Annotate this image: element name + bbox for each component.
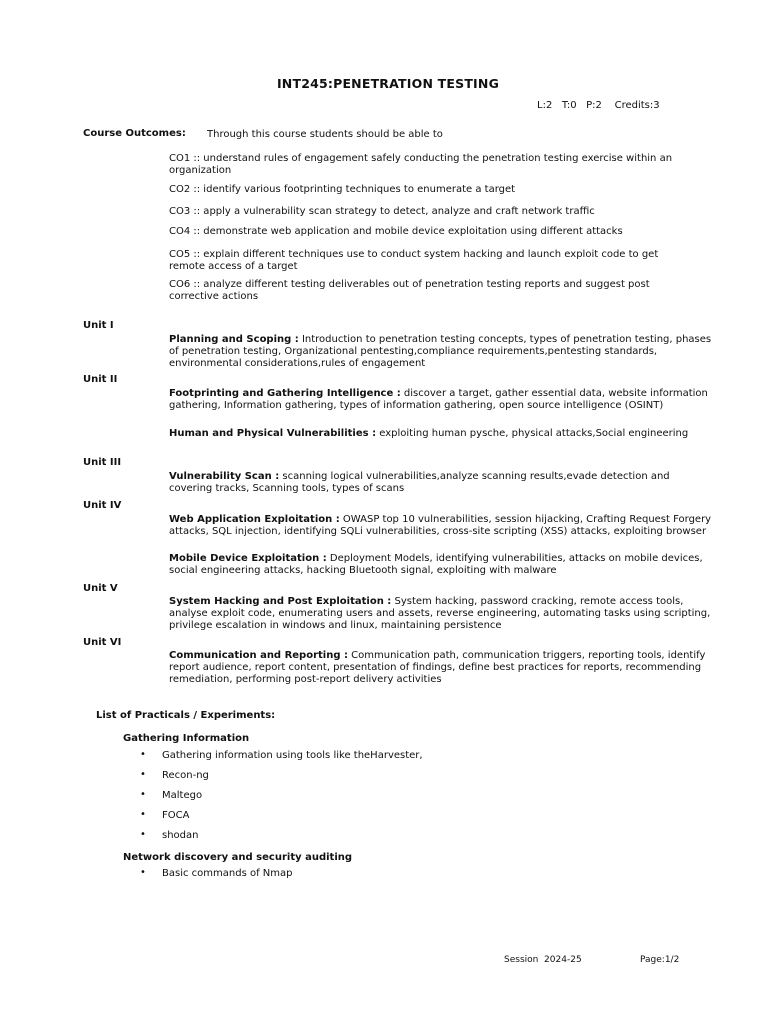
practical-item: Maltego — [162, 790, 203, 801]
practicals-title: List of Practicals / Experiments: — [96, 710, 276, 721]
practical-item: shodan — [162, 830, 199, 841]
bullet-icon: • — [140, 749, 146, 760]
topic-heading: Footprinting and Gathering Intelligence : — [169, 388, 401, 399]
bullet-icon: • — [140, 829, 146, 840]
course-outcome-co5: CO5 :: explain different techniques use to conduct system hacking and launch exploit code to get remote access of a target — [169, 249, 659, 272]
topic-text: Introduction to penetration testing concepts, types of penetration testing, phases of penetration testing, Organizational pentesting,compliance requirements,pentesting standards, environmental considerations,rules of engagement — [169, 334, 712, 369]
unit-label: Unit II — [83, 374, 118, 385]
course-outcome-co2: CO2 :: identify various footprinting techniques to enumerate a target — [169, 184, 516, 195]
topic-heading: Communication and Reporting : — [169, 650, 348, 661]
unit-label: Unit I — [83, 320, 114, 331]
practical-item: FOCA — [162, 810, 190, 821]
topic-text: discover a target, gather essential data, website information gathering, Information gathering, types of information gathering, open source intelligence (OSINT) — [169, 388, 708, 411]
credits-line: L:2 T:0 P:2 Credits:3 — [537, 100, 660, 111]
topic-heading: Web Application Exploitation : — [169, 514, 340, 525]
practical-item: Recon-ng — [162, 770, 209, 781]
bullet-icon: • — [140, 789, 146, 800]
unit-topic — [169, 471, 714, 495]
topic-heading: Human and Physical Vulnerabilities : — [169, 428, 377, 439]
unit-label: Unit III — [83, 457, 122, 468]
unit-topic — [169, 428, 714, 440]
topic-text: Deployment Models, identifying vulnerabilities, attacks on mobile devices, social engineering attacks, hacking Bluetooth signal, exploiting with malware — [169, 553, 703, 576]
topic-text: OWASP top 10 vulnerabilities, session hijacking, Crafting Request Forgery attacks, SQL injection, identifying SQLi vulnerabilities, cross-site scripting (XSS) attacks, exploiting browser — [169, 514, 712, 537]
unit-topic — [169, 334, 714, 370]
course-outcome-co1: CO1 :: understand rules of engagement safely conducting the penetration testing exercise within an organization — [169, 153, 673, 176]
unit-label: Unit IV — [83, 500, 122, 511]
unit-topic — [169, 388, 714, 412]
practical-group-title: Network discovery and security auditing — [123, 852, 353, 863]
unit-topic — [169, 553, 714, 577]
practical-item: Basic commands of Nmap — [162, 868, 293, 879]
topic-text: exploiting human pysche, physical attacks,Social engineering — [376, 428, 689, 439]
course-outcomes-label: Course Outcomes: — [83, 128, 186, 139]
topic-heading: System Hacking and Post Exploitation : — [169, 596, 392, 607]
course-outcomes-intro: Through this course students should be able to — [207, 129, 443, 140]
unit-label: Unit V — [83, 583, 118, 594]
topic-text: System hacking, password cracking, remote access tools, analyse exploit code, enumerating users and assets, reverse engineering, automating tasks using scripting, privilege escalation in windows and linux, maintaining persistence — [169, 596, 711, 631]
unit-topic — [169, 650, 714, 686]
footer-session: Session 2024-25 — [504, 955, 582, 965]
topic-heading: Mobile Device Exploitation : — [169, 553, 327, 564]
bullet-icon: • — [140, 867, 146, 878]
course-outcome-co6: CO6 :: analyze different testing deliverables out of penetration testing reports and suggest post corrective actions — [169, 279, 650, 302]
course-outcome-co4: CO4 :: demonstrate web application and mobile device exploitation using different attacks — [169, 226, 623, 237]
unit-topic — [169, 596, 714, 632]
course-outcome-co3: CO3 :: apply a vulnerability scan strategy to detect, analyze and craft network traffic — [169, 206, 595, 217]
bullet-icon: • — [140, 769, 146, 780]
topic-heading: Planning and Scoping : — [169, 334, 299, 345]
practical-item: Gathering information using tools like theHarvester, — [162, 750, 423, 761]
topic-text: scanning logical vulnerabilities,analyze scanning results,evade detection and covering tracks, Scanning tools, types of scans — [169, 471, 670, 494]
bullet-icon: • — [140, 809, 146, 820]
practical-group-title: Gathering Information — [123, 733, 250, 744]
unit-label: Unit VI — [83, 637, 122, 648]
topic-text: Communication path, communication triggers, reporting tools, identify report audience, report content, presentation of findings, define best practices for reports, recommending remediation, performing post-report delivery activities — [169, 650, 706, 685]
course-title: INT245:PENETRATION TESTING — [276, 76, 500, 91]
topic-heading: Vulnerability Scan : — [169, 471, 280, 482]
unit-topic — [169, 514, 714, 538]
footer-page-number: Page:1/2 — [640, 955, 680, 965]
